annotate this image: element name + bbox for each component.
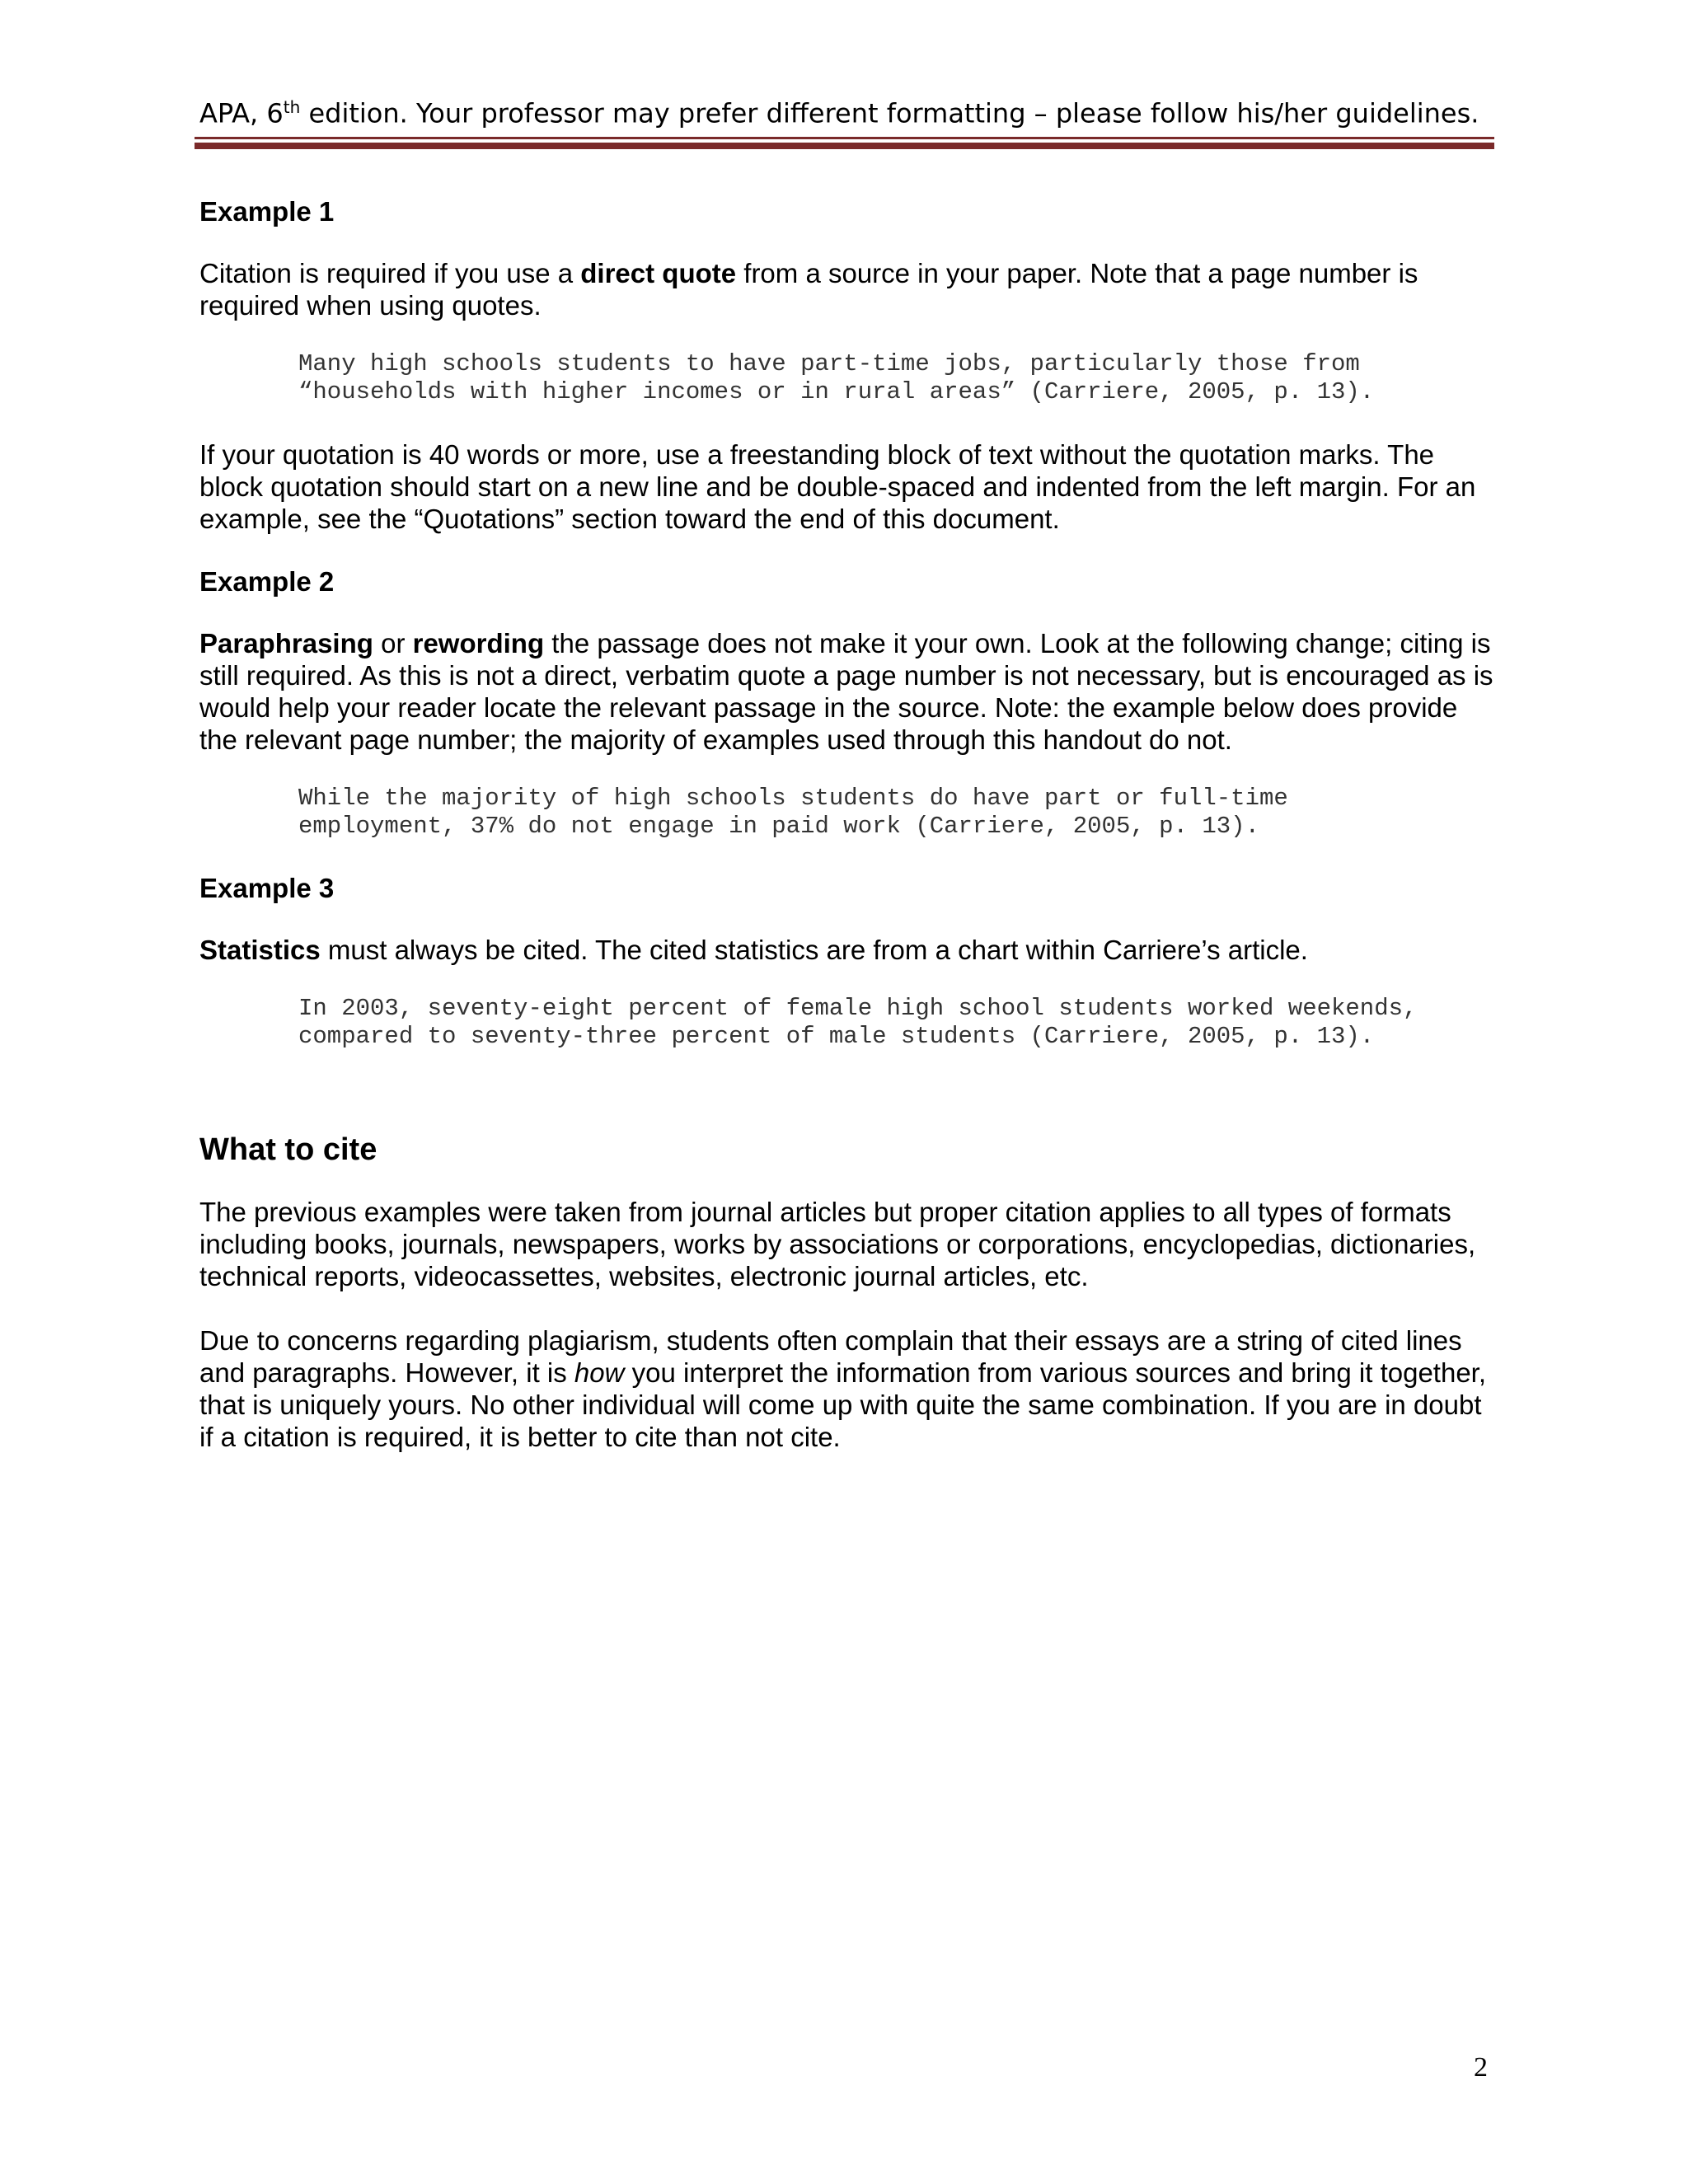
what-to-cite-p2-text-a: Due to concerns regarding plagiarism, students often complain that their essays are a string of cited lines and paragraphs. However, it is: [199, 1325, 1462, 1388]
example-2-text-or: or: [373, 628, 413, 658]
example-3-bold-statistics: Statistics: [199, 935, 321, 965]
example-2-heading: Example 2: [199, 566, 335, 597]
block-quotation-note: If your quotation is 40 words or more, use a freestanding block of text without the quotation marks. The block quotation should start on a new line and be double-spaced and indented from the left margin. For an example, see the “Quotations” section toward the end of this document.: [199, 439, 1476, 534]
example-2-quote-line-1: While the majority of high schools students do have part or full-time: [298, 785, 1288, 812]
what-to-cite-paragraph-2: [199, 1324, 1502, 1453]
example-3-quote-line-1: In 2003, seventy-eight percent of female high school students worked weekends,: [298, 995, 1418, 1022]
what-to-cite-italic-how: how: [574, 1357, 625, 1388]
example-1-quote-line-2: “households with higher incomes or in rural areas” (Carriere, 2005, p. 13).: [298, 378, 1375, 405]
example-1-text-a: Citation is required if you use a: [199, 258, 581, 288]
example-1-paragraph: [199, 257, 1502, 321]
example-2-quote: [298, 785, 1502, 841]
page-content: [199, 196, 1502, 1453]
example-1-heading: Example 1: [199, 196, 335, 227]
example-2-bold-rewording: rewording: [412, 628, 545, 658]
header-suffix: edition. Your professor may prefer different formatting – please follow his/her guidelines.: [300, 97, 1479, 129]
example-2-paragraph: [199, 627, 1502, 756]
header-rule-thin: [195, 137, 1494, 139]
example-1-bold-term: direct quote: [580, 258, 737, 288]
example-3-heading: Example 3: [199, 873, 335, 903]
example-1-quote-line-1: Many high schools students to have part-time jobs, particularly those from: [298, 350, 1360, 377]
example-3-quote: [298, 995, 1502, 1051]
example-1-text-c: from a source in your paper. Note that a page number is required when using quotes.: [199, 258, 1418, 321]
example-1-quote: [298, 350, 1502, 406]
example-3-text-b: must always be cited. The cited statistics are from a chart within Carriere’s article.: [320, 935, 1308, 965]
header-superscript: th: [283, 97, 301, 117]
what-to-cite-p2-text-c: you interpret the information from various sources and bring it together, that is uniquely yours. No other individual will come up with quite the same combination. If you are in doubt if a citation is required, it is better to cite than not cite.: [199, 1357, 1487, 1452]
example-2-bold-paraphrasing: Paraphrasing: [199, 628, 373, 658]
example-3-paragraph: [199, 934, 1502, 966]
header-prefix: APA, 6: [199, 97, 284, 129]
example-3-quote-line-2: compared to seventy-three percent of male students (Carriere, 2005, p. 13).: [298, 1023, 1375, 1050]
what-to-cite-paragraph-1: The previous examples were taken from journal articles but proper citation applies to all types of formats including books, journals, newspapers, works by associations or corporations, encyclopedias, dictionaries, technical reports, videocassettes, websites, electronic journal articles, etc.: [199, 1197, 1476, 1291]
example-2-quote-line-2: employment, 37% do not engage in paid work (Carriere, 2005, p. 13).: [298, 813, 1259, 840]
header-rule-thick: [195, 143, 1494, 149]
running-header: [199, 97, 1492, 129]
page-number: 2: [1474, 2052, 1488, 2083]
what-to-cite-heading: What to cite: [199, 1132, 377, 1167]
example-2-text-d: the passage does not make it your own. Look at the following change; citing is still required. As this is not a direct, verbatim quote a page number is not necessary, but is encouraged as is would help your reader locate the relevant passage in the source. Note: the example below does provide the relevant page number; the majority of examples used through this handout do not.: [199, 628, 1493, 755]
